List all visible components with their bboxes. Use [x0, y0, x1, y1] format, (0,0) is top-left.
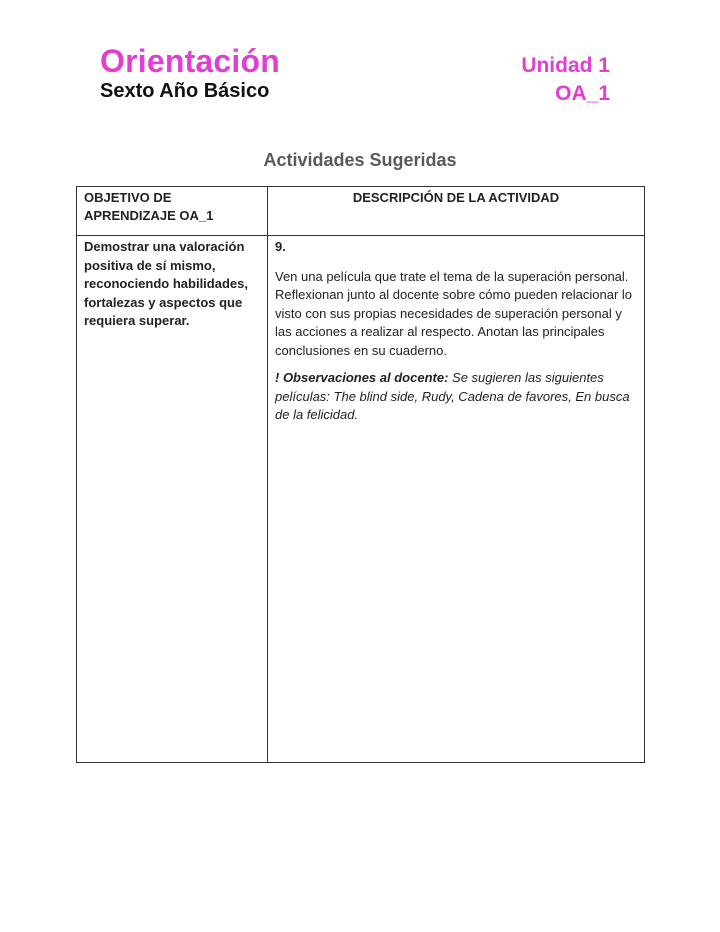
unit-label: Unidad 1 — [521, 54, 610, 77]
teacher-observation — [275, 369, 636, 425]
description-column-header: DESCRIPCIÓN DE LA ACTIVIDAD — [268, 187, 645, 236]
table-row — [77, 236, 645, 763]
oa-label: OA_1 — [555, 82, 610, 105]
section-title: Actividades Sugeridas — [263, 150, 457, 170]
activity-number: 9. — [275, 239, 286, 254]
observation-text: Se sugieren las siguientes películas: The blind side, Rudy, Cadena de favores, En busca de la felicidad. — [275, 370, 630, 422]
document-title: Orientación — [100, 43, 281, 79]
objective-cell: Demostrar una valoración positiva de sí mismo, reconociendo habilidades, fortalezas y aspectos que requiera superar. — [77, 236, 268, 763]
document-subtitle: Sexto Año Básico — [100, 80, 270, 102]
activity-table — [76, 186, 645, 763]
objective-column-header: OBJETIVO DE APRENDIZAJE OA_1 — [77, 187, 268, 236]
activity-description: Ven una película que trate el tema de la superación personal. Reflexionan junto al docente sobre cómo pueden relacionar lo visto con sus propias necesidades de superación personal y las acciones a realizar al respecto. Anotan las principales conclusiones en su cuaderno. — [275, 268, 633, 358]
table-header-row — [77, 187, 645, 236]
document-header — [100, 42, 280, 104]
description-cell — [268, 236, 645, 763]
observation-label: ! Observaciones al docente: — [275, 370, 449, 385]
unit-info — [521, 52, 610, 108]
